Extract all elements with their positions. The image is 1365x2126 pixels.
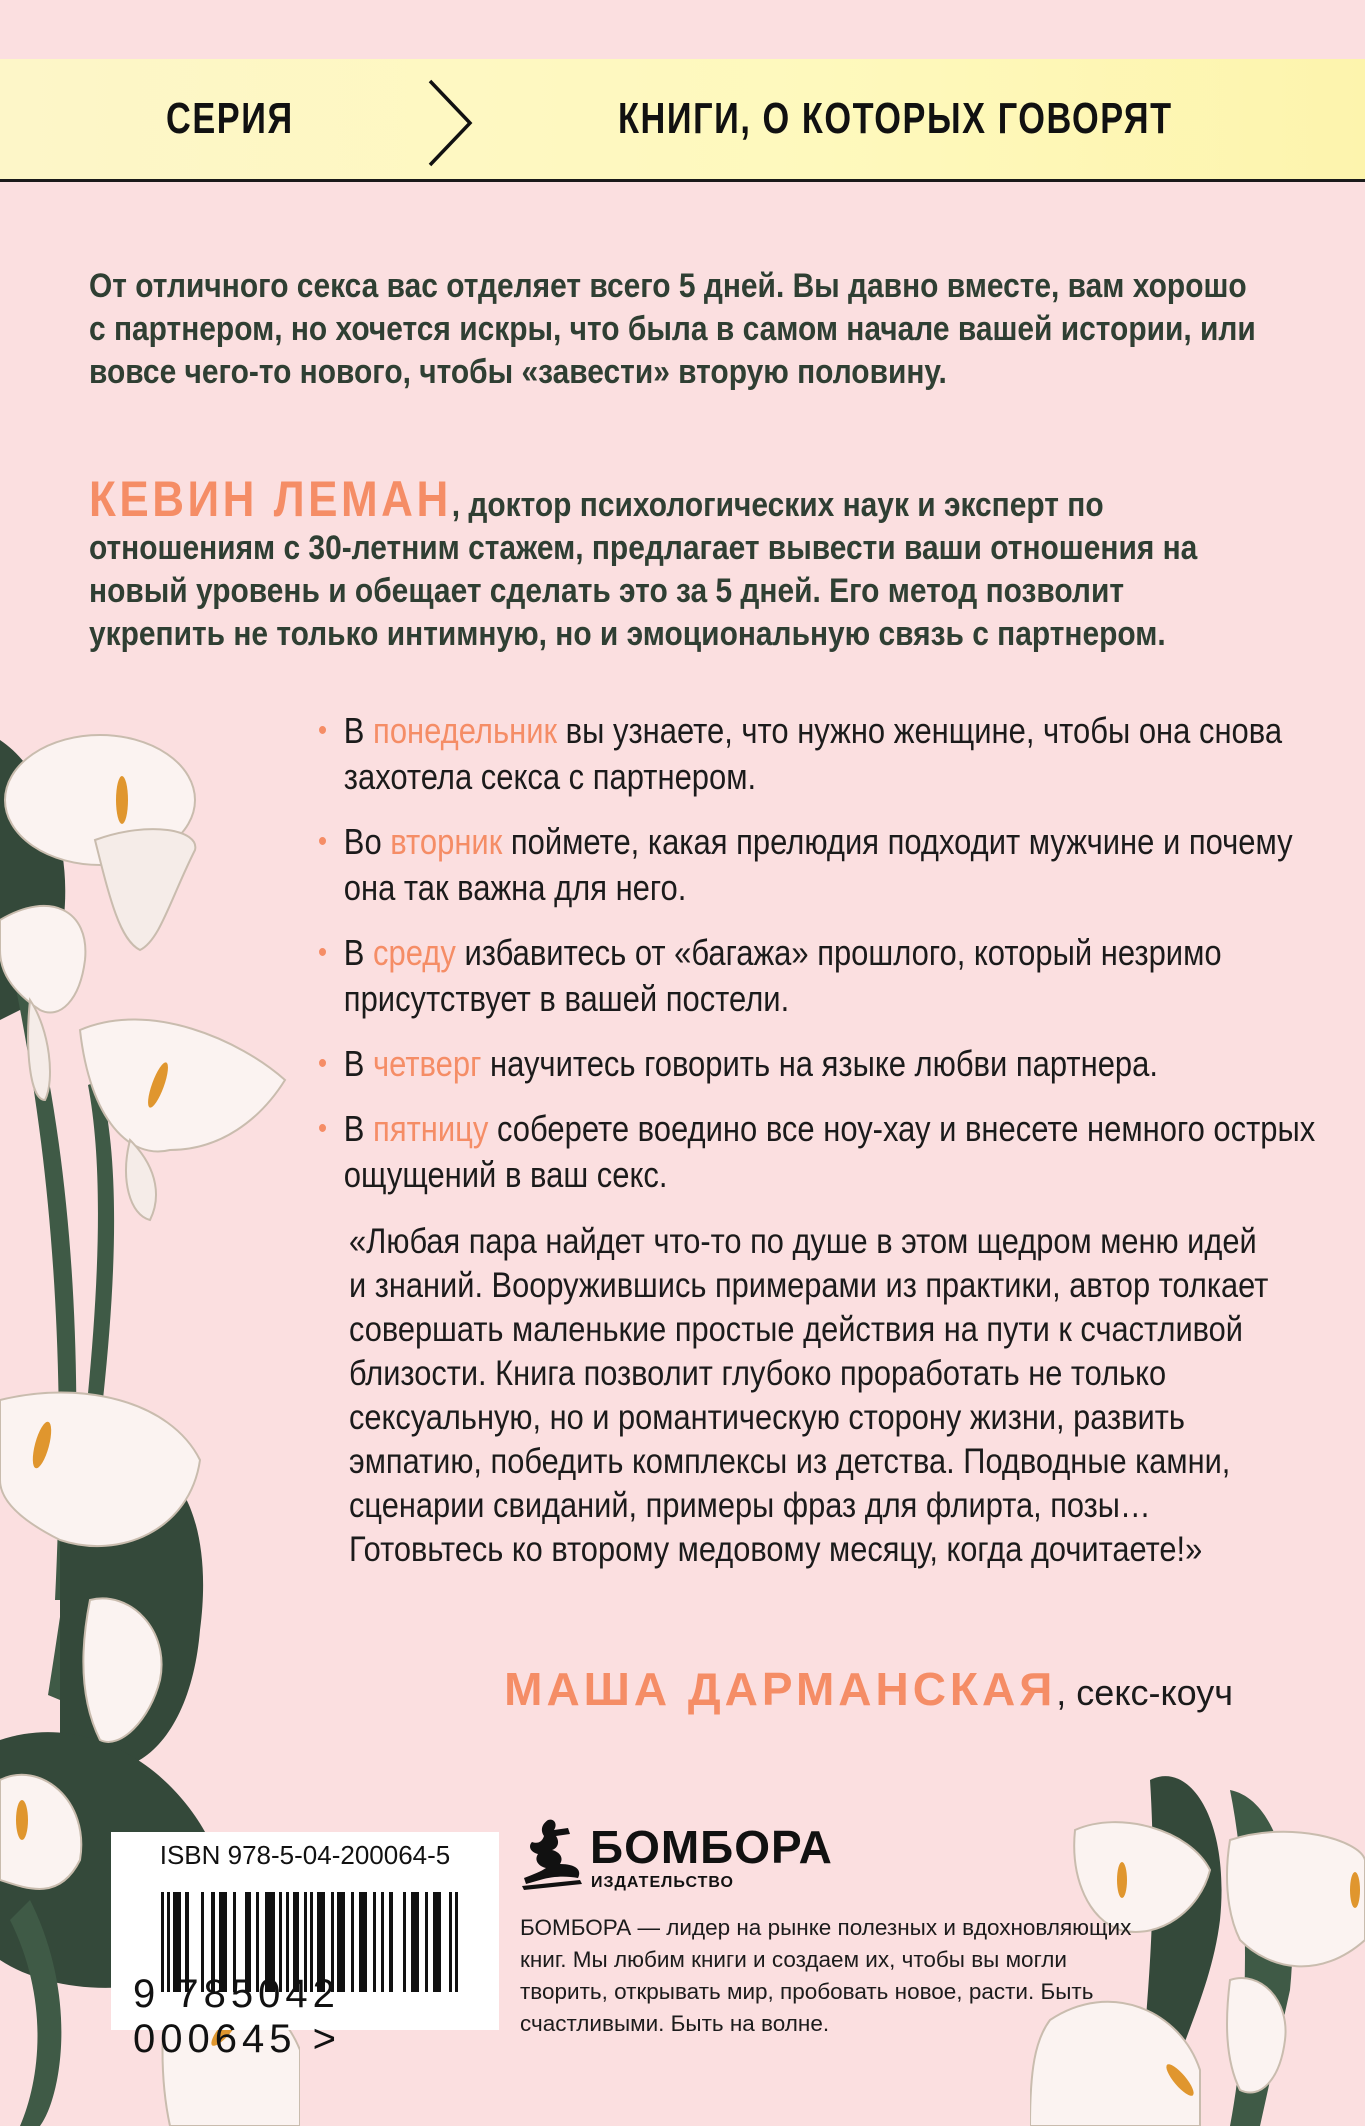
chevron-right-icon: [426, 79, 476, 167]
day-highlight: четверг: [373, 1043, 482, 1084]
series-band: [0, 59, 1365, 182]
day-highlight: среду: [373, 932, 456, 973]
publisher-description: БОМБОРА — лидер на рынке полезных и вдохновляющих книг. Мы любим книги и создаем их, чтобы вы могли творить, открывать мир, пробовать новое, расти. Быть счастливыми. Быть на волне.: [520, 1915, 1132, 2036]
list-item: • В пятницу соберете воедино все ноу-хау и внесете немного острых ощущений в ваш секс.: [318, 1108, 1316, 1195]
author-description: , доктор психологических наук и эксперт по отношениям с 30-летним стажем, предлагает вывести ваши отношения на новый уровень и обещает сделать это за 5 дней. Его метод позволит укрепить не только интимную, но и эмоциональную связь с партнером.: [89, 486, 1198, 653]
bullet-icon: •: [318, 936, 328, 969]
series-name: КНИГИ, О КОТОРЫХ ГОВОРЯТ: [618, 94, 1173, 143]
day-highlight: понедельник: [373, 710, 558, 751]
isbn-number: ISBN 978-5-04-200064-5: [159, 1840, 451, 1870]
list-item: • В четверг научитесь говорить на языке любви партнера.: [318, 1041, 1316, 1087]
quote-attribution: [504, 1662, 1233, 1716]
day-highlight: вторник: [390, 821, 503, 862]
author-paragraph: [89, 471, 1268, 656]
publisher-name: БОМБОРА: [590, 1821, 833, 1873]
publisher-subtitle: ИЗДАТЕЛЬСТВО: [591, 1874, 734, 1891]
bullet-icon: •: [318, 1047, 328, 1080]
bombora-logo-icon: [520, 1818, 590, 1890]
isbn-barcode: [111, 1832, 499, 2061]
series-label: СЕРИЯ: [166, 94, 294, 143]
testimonial-quote: «Любая пара найдет что-то по душе в этом щедром меню идей и знаний. Вооружившись примерами из практики, автор толкает совершать маленькие простые действия на пути к счастливой близости. Книга позволит глубоко проработать не только сексуальную, но и романтическую сторону жизни, развить эмпатию, победить комплексы из детства. Подводные камни, сценарии свиданий, примеры фраз для флирта, позы… Готовьтесь ко второму медовому месяцу, когда дочитаете!»: [349, 1222, 1269, 1569]
list-item: • Во вторник поймете, какая прелюдия подходит мужчине и почему она так важна для него.: [318, 821, 1293, 908]
day-highlight: пятницу: [373, 1108, 489, 1149]
list-item: • В понедельник вы узнаете, что нужно женщине, чтобы она снова захотела секса с партнером.: [318, 710, 1283, 797]
bullet-icon: •: [318, 714, 328, 747]
intro-paragraph: От отличного секса вас отделяет всего 5 дней. Вы давно вместе, вам хорошо с партнером, но хочется искры, что была в самом начале вашей истории, или вовсе чего-то нового, чтобы «завести» вторую половину.: [89, 267, 1256, 391]
quote-author-name: МАША ДАРМАНСКАЯ: [504, 1663, 1057, 1715]
author-name: КЕВИН ЛЕМАН: [89, 471, 452, 527]
quote-author-role: , секс-коуч: [1056, 1672, 1233, 1713]
days-list: [318, 708, 1316, 1217]
barcode-digits: 9 785042 000645 >: [133, 1972, 341, 2061]
bullet-icon: •: [318, 1112, 328, 1145]
bullet-icon: •: [318, 825, 328, 858]
list-item: • В среду избавитесь от «багажа» прошлого, который незримо присутствует в вашей постели.: [318, 932, 1222, 1019]
